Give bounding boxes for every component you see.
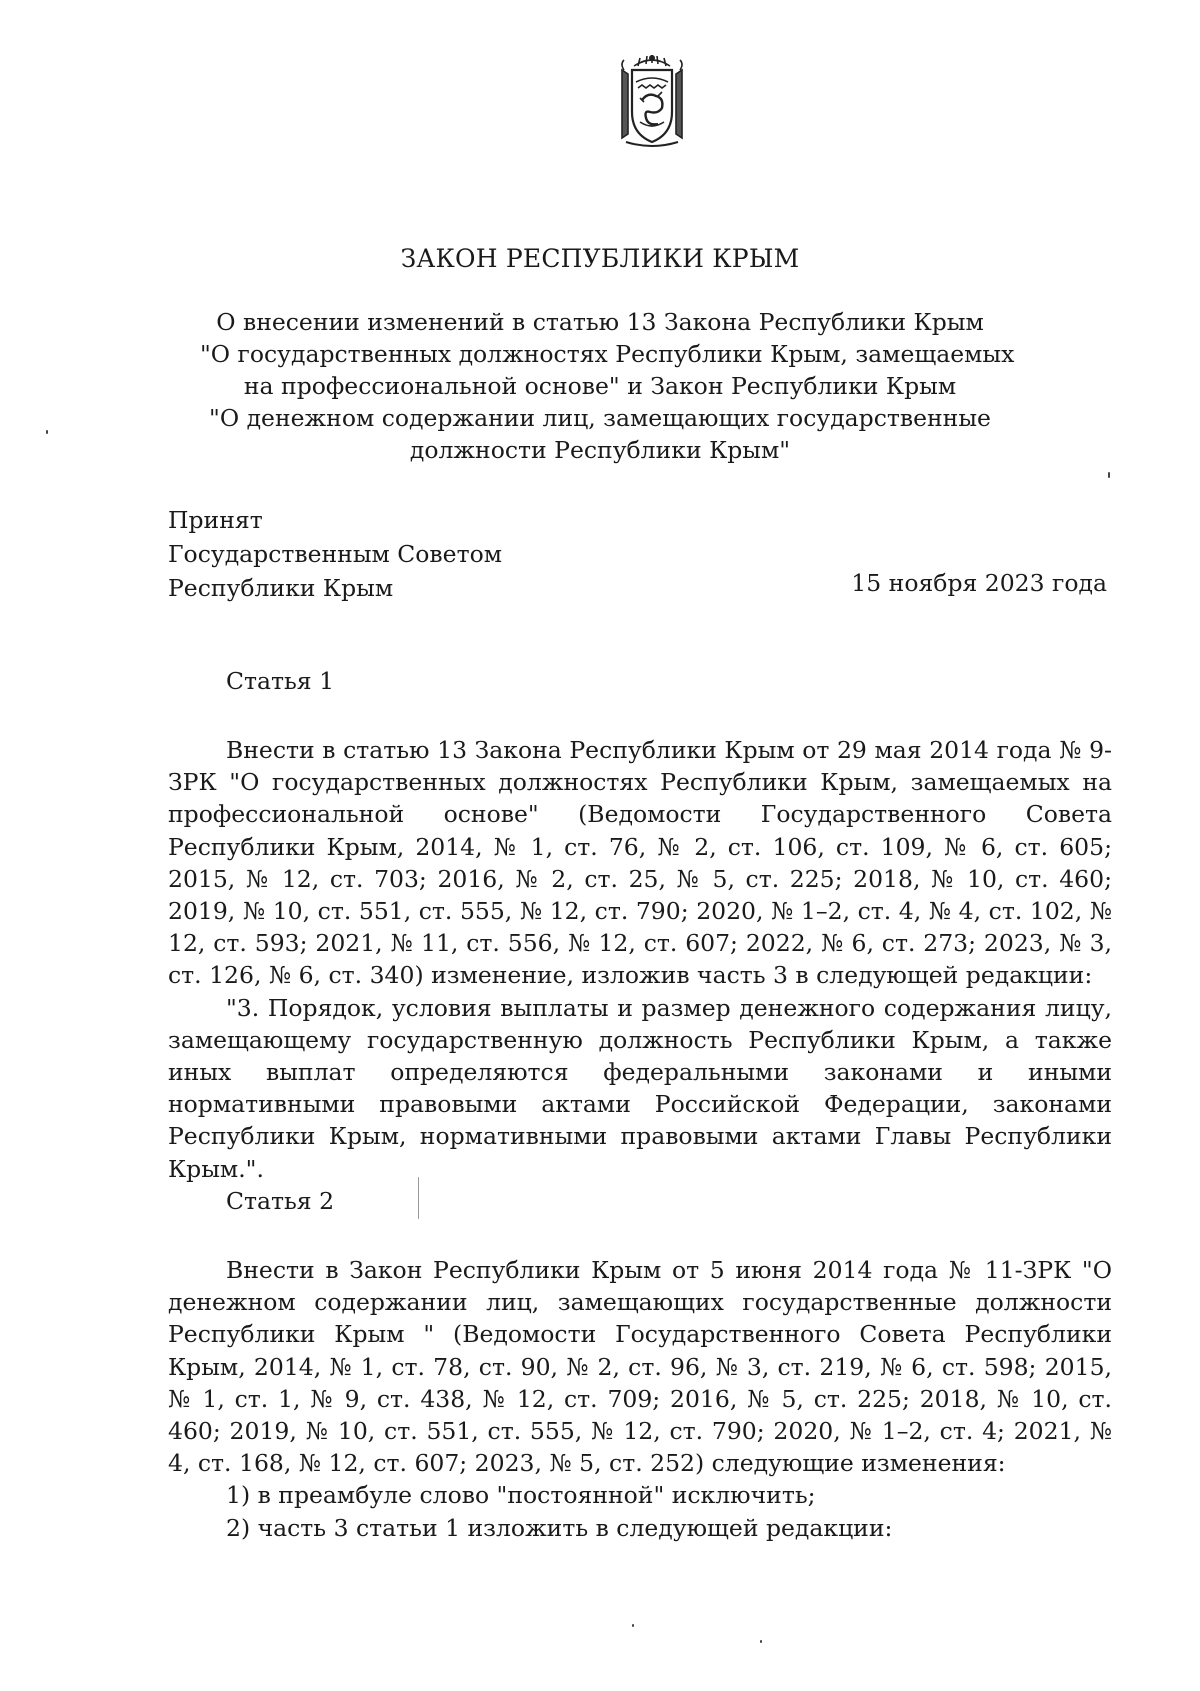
- scan-artifact: [760, 1640, 762, 1643]
- article-2-list-item: 2) часть 3 статьи 1 изложить в следующей редакции:: [226, 1513, 893, 1542]
- law-title: ЗАКОН РЕСПУБЛИКИ КРЫМ: [400, 244, 800, 273]
- article-2-list-item: 1) в преамбуле слово "постоянной" исключить;: [226, 1481, 816, 1510]
- article-1-body: [168, 734, 1112, 1185]
- adopted-by-block: [168, 503, 502, 605]
- adopted-line: Принят: [168, 506, 263, 534]
- scan-artifact: [418, 1177, 419, 1219]
- article-1-paragraph: Внести в статью 13 Закона Республики Крым от 29 мая 2014 года № 9-ЗРК "О государственных должностях Республики Крым, замещаемых на профессиональной основе" (Ведомости Государственного Совета Республики Крым, 2014, № 1, ст. 76, № 2, ст. 106, ст. 109, № 6, ст. 605; 2015, № 12, ст. 703; 2016, № 2, ст. 25, № 5, ст. 225; 2018, № 10, ст. 460; 2019, № 10, ст. 551, ст. 555, № 12, ст. 790; 2020, № 1–2, ст. 4, № 4, ст. 102, № 12, ст. 593; 2021, № 11, ст. 556, № 12, ст. 607; 2022, № 6, ст. 273; 2023, № 3, ст. 126, № 6, ст. 340) изменение, изложив часть 3 в следующей редакции:: [168, 736, 1112, 990]
- adopted-line: Государственным Советом: [168, 540, 502, 568]
- article-2-body: [168, 1254, 1112, 1544]
- subtitle-line: "О денежном содержании лиц, замещающих государственные: [209, 404, 991, 432]
- scan-artifact: [1108, 472, 1110, 478]
- scan-artifact: [46, 430, 48, 434]
- article-2-heading: Статья 2: [226, 1187, 335, 1215]
- adopted-date: 15 ноября 2023 года: [851, 569, 1107, 597]
- coat-of-arms-crimea-icon: [614, 52, 690, 152]
- subtitle-line: "О государственных должностях Республики Крым, замещаемых: [200, 340, 1015, 368]
- article-1-heading: Статья 1: [226, 667, 335, 695]
- law-subtitle: [200, 306, 1015, 466]
- article-2-paragraph: Внести в Закон Республики Крым от 5 июня 2014 года № 11-ЗРК "О денежном содержании лиц, замещающих государственные должности Республики Крым " (Ведомости Государственного Совета Республики Крым, 2014, № 1, ст. 78, ст. 90, № 2, ст. 96, № 3, ст. 219, № 6, ст. 598; 2015, № 1, ст. 1, № 9, ст. 438, № 12, ст. 709; 2016, № 5, ст. 225; 2018, № 10, ст. 460; 2019, № 10, ст. 551, ст. 555, № 12, ст. 790; 2020, № 1–2, ст. 4; 2021, № 4, ст. 168, № 12, ст. 607; 2023, № 5, ст. 252) следующие изменения:: [168, 1256, 1112, 1478]
- subtitle-line: должности Республики Крым": [409, 436, 791, 464]
- subtitle-line: О внесении изменений в статью 13 Закона Республики Крым: [216, 308, 984, 336]
- article-1-quote-paragraph: "3. Порядок, условия выплаты и размер денежного содержания лицу, замещающему государственную должность Республики Крым, а также иных выплат определяются федеральными законами и иными нормативными правовыми актами Российской Федерации, законами Республики Крым, нормативными правовыми актами Главы Республики Крым.".: [168, 993, 1112, 1183]
- subtitle-line: на профессиональной основе" и Закон Республики Крым: [243, 372, 957, 400]
- adopted-line: Республики Крым: [168, 574, 394, 602]
- scan-artifact: [632, 1624, 634, 1627]
